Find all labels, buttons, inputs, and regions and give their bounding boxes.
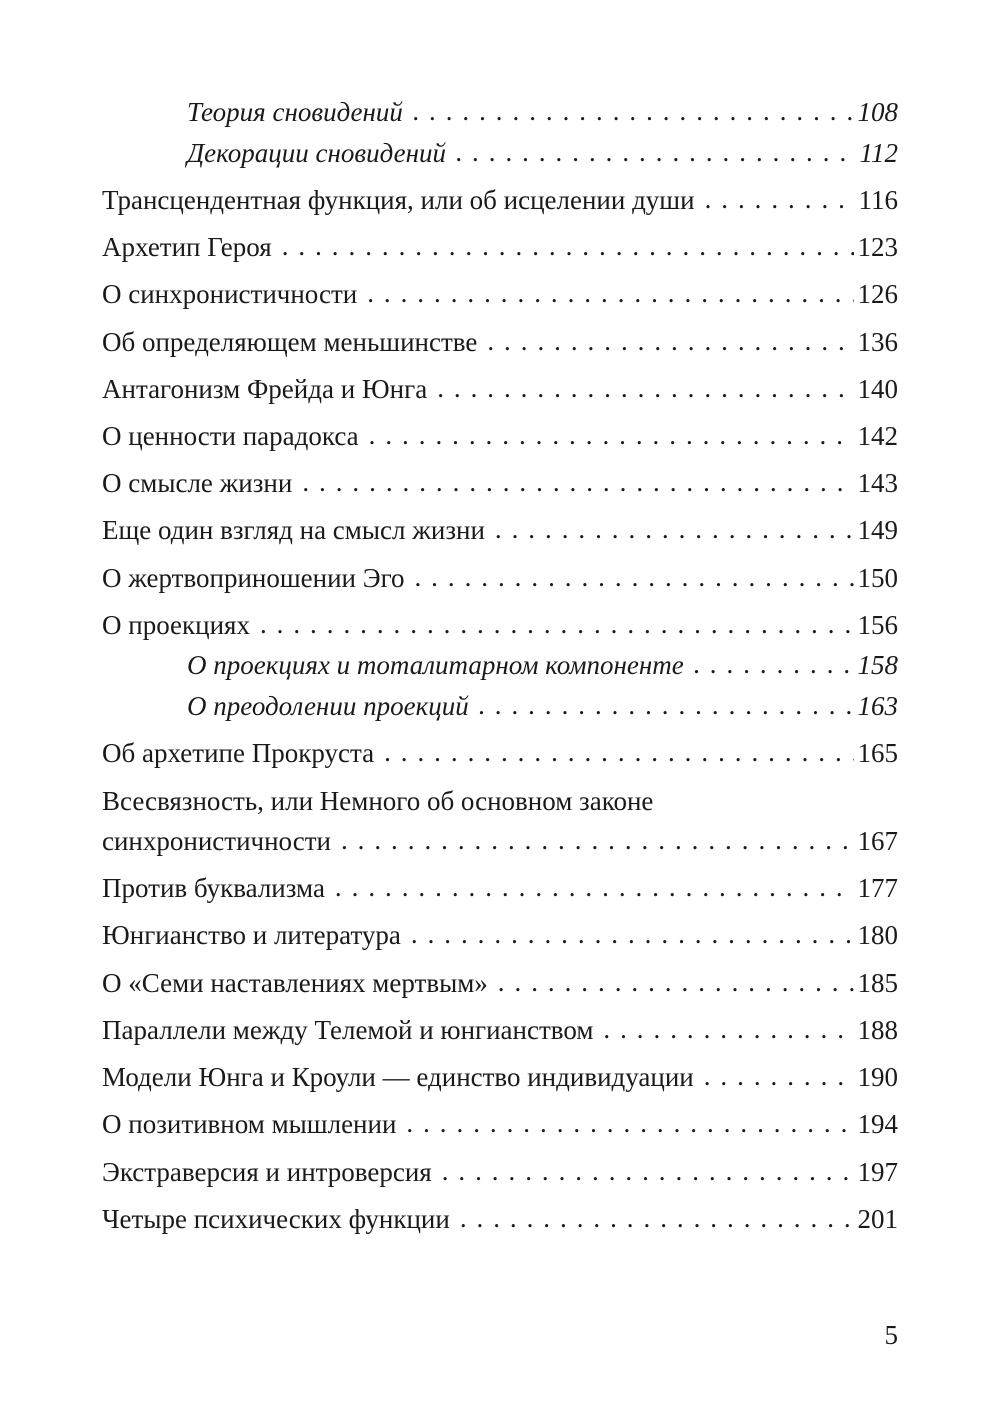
- toc-entry: [187, 648, 898, 682]
- dot-leader: [487, 324, 853, 358]
- dot-leader: [369, 418, 854, 452]
- toc-entry: [102, 183, 898, 217]
- toc-entry-page: 190: [857, 1062, 898, 1092]
- toc-entry-title: О синхронистичности: [102, 279, 358, 309]
- dot-leader: [406, 1106, 853, 1140]
- dot-leader: [411, 917, 854, 951]
- dot-leader: [341, 823, 854, 857]
- toc-entry: [102, 871, 898, 905]
- toc-entry: [102, 230, 898, 264]
- toc-entry-page: 126: [857, 279, 898, 309]
- toc-entry-page: 150: [857, 563, 898, 593]
- toc-entry-page: 123: [857, 232, 898, 262]
- toc-entry-title: О проекциях: [102, 610, 250, 640]
- toc-entry: [102, 1107, 898, 1141]
- toc-entry-first-line: [102, 784, 898, 818]
- toc-entry: [102, 1202, 898, 1236]
- toc-entry: [187, 689, 898, 723]
- toc-entry-page: 149: [857, 515, 898, 545]
- toc-entry-page: 136: [857, 327, 898, 357]
- toc-entry-page: 143: [857, 468, 898, 498]
- dot-leader: [367, 276, 853, 310]
- toc-entry: [102, 561, 898, 595]
- toc-entry-page: 180: [857, 920, 898, 950]
- dot-leader: [456, 135, 856, 169]
- toc-entry: [102, 513, 898, 547]
- toc-entry-page: 142: [857, 421, 898, 451]
- toc-entry-title: О преодолении проекций: [187, 691, 469, 721]
- toc-entry-title: Об архетипе Прокруста: [102, 738, 375, 768]
- toc-entry: [102, 1155, 898, 1189]
- toc-entry-page: 158: [857, 650, 898, 680]
- toc-entry-title: Против буквализма: [102, 873, 325, 903]
- dot-leader: [282, 229, 854, 263]
- toc-entry-title: Трансцендентная функция, или об исцелении души: [102, 185, 695, 215]
- toc-entry: [102, 824, 898, 858]
- toc-entry-title: Архетип Героя: [102, 232, 272, 262]
- dot-leader: [704, 1059, 854, 1093]
- toc-entry-title: Четыре психических функции: [102, 1204, 450, 1234]
- toc-entry-title: Модели Юнга и Кроули — единство индивидуации: [102, 1062, 694, 1092]
- toc-entry-page: 201: [857, 1204, 898, 1234]
- toc-entry-title: Еще один взгляд на смысл жизни: [102, 515, 485, 545]
- toc-entry-title: Теория сновидений: [187, 97, 403, 127]
- toc-entry-title: Антагонизм Фрейда и Юнга: [102, 374, 428, 404]
- toc-entry-page: 116: [858, 185, 898, 215]
- dot-leader: [705, 182, 855, 216]
- toc-entry-title: О ценности парадокса: [102, 421, 359, 451]
- toc-entry-page: 165: [857, 738, 898, 768]
- toc-entry-page: 156: [857, 610, 898, 640]
- dot-leader: [437, 371, 853, 405]
- toc-entry: [102, 466, 898, 500]
- toc-entry-title: О смысле жизни: [102, 468, 293, 498]
- toc-entry: [102, 372, 898, 406]
- toc-entry: [102, 918, 898, 952]
- toc-entry-page: 185: [857, 968, 898, 998]
- toc-entry: [187, 95, 898, 129]
- dot-leader: [479, 688, 854, 722]
- toc-entry: [102, 419, 898, 453]
- toc-entry-page: 112: [859, 138, 898, 168]
- toc-entry: [102, 1013, 898, 1047]
- dot-leader: [460, 1201, 854, 1235]
- dot-leader: [302, 465, 853, 499]
- dot-leader: [603, 1012, 853, 1046]
- dot-leader: [498, 965, 854, 999]
- toc-entry-page: 163: [857, 691, 898, 721]
- toc-entry-title: Юнгианство и литература: [102, 920, 401, 950]
- toc-entry-title: Всесвязность, или Немного об основном законе: [102, 786, 654, 816]
- toc-entry: [102, 608, 898, 642]
- toc-entry-page: 197: [857, 1157, 898, 1187]
- toc-entry: [102, 736, 898, 770]
- toc-entry-page: 108: [857, 97, 898, 127]
- dot-leader: [413, 94, 854, 128]
- toc-entry-page: 188: [857, 1015, 898, 1045]
- dot-leader: [384, 735, 853, 769]
- dot-leader: [260, 607, 854, 641]
- dot-leader: [495, 512, 854, 546]
- toc-entry: [102, 1060, 898, 1094]
- toc-entry: [187, 136, 898, 170]
- page-number: 5: [884, 1320, 898, 1350]
- toc-entry-page: 194: [857, 1109, 898, 1139]
- dot-leader: [414, 560, 853, 594]
- dot-leader: [442, 1154, 854, 1188]
- toc-entry-title: О проекциях и тоталитарном компоненте: [187, 650, 684, 680]
- toc-entry-title: Параллели между Телемой и юнгианством: [102, 1015, 594, 1045]
- toc-entry: [102, 277, 898, 311]
- toc-entry-title: О жертвоприношении Эго: [102, 563, 405, 593]
- toc-entry: [102, 325, 898, 359]
- toc-entry-title: О позитивном мышлении: [102, 1109, 397, 1139]
- dot-leader: [694, 647, 854, 681]
- toc-entry-title: синхронистичности: [102, 826, 331, 856]
- toc-entry-title: О «Семи наставлениях мертвым»: [102, 968, 488, 998]
- toc-entry-title: Экстраверсия и интроверсия: [102, 1157, 432, 1187]
- toc-entry-page: 177: [857, 873, 898, 903]
- toc-entry-title: Декорации сновидений: [187, 138, 446, 168]
- toc-entry-title: Об определяющем меньшинстве: [102, 327, 478, 357]
- dot-leader: [335, 870, 854, 904]
- toc-entry-page: 167: [857, 826, 898, 856]
- toc-entry-page: 140: [857, 374, 898, 404]
- toc-entry: [102, 966, 898, 1000]
